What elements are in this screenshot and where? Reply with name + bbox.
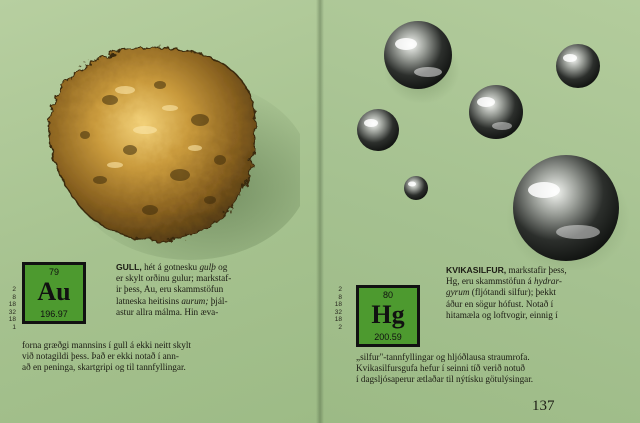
italic-term: gyrum xyxy=(446,287,470,298)
text-run: þjál- xyxy=(208,295,228,306)
text-line xyxy=(446,310,628,321)
text-run: og xyxy=(215,262,228,272)
text-line xyxy=(356,363,628,374)
element-box-inner xyxy=(25,265,83,321)
text-run: hitamæla og loftvogir, einnig í xyxy=(446,309,558,320)
mercury-electron-shells xyxy=(330,286,342,331)
text-run: „silfur"-tannfyllingar og hljóðlausa straumrofa. xyxy=(356,352,530,362)
shell-count: 8 xyxy=(12,293,16,301)
mercury-drop xyxy=(506,155,630,270)
text-line xyxy=(116,307,308,318)
text-run: Hg, eru skammstöfun á xyxy=(446,276,535,287)
atomic-weight: 196.97 xyxy=(40,309,68,319)
text-line xyxy=(116,284,308,295)
atomic-number: 79 xyxy=(48,267,59,277)
gold-electron-shells xyxy=(4,286,16,331)
shell-count: 32 xyxy=(8,308,16,316)
shell-count: 18 xyxy=(334,316,342,323)
italic-term: hydrar- xyxy=(534,276,562,287)
text-line xyxy=(446,299,628,310)
shell-count: 18 xyxy=(8,301,16,308)
mercury-droplets-photo xyxy=(330,10,630,270)
element-name: KVIKASILFUR, xyxy=(446,265,507,275)
text-line xyxy=(356,374,628,385)
text-line xyxy=(116,262,308,273)
element-symbol: Hg xyxy=(371,300,405,329)
shell-count: 8 xyxy=(338,293,342,301)
shell-count: 18 xyxy=(8,316,16,323)
italic-term: aurum; xyxy=(181,295,209,306)
text-line xyxy=(116,273,308,284)
text-run: (fljótandi silfur); þekkt xyxy=(469,287,556,298)
gold-description-right xyxy=(116,262,308,318)
gold-nugget-photo xyxy=(20,30,300,260)
text-line xyxy=(22,351,308,362)
text-line xyxy=(116,296,308,307)
page-gutter xyxy=(316,0,324,423)
mercury-description-right xyxy=(446,265,628,321)
shell-count: 32 xyxy=(334,308,342,316)
shell-count: 18 xyxy=(334,301,342,308)
text-run: er skylt orðinu gulur; markstaf- xyxy=(116,273,232,284)
shell-count: 2 xyxy=(12,286,16,293)
text-run: hét á gotnesku xyxy=(141,262,200,272)
text-line xyxy=(446,287,628,298)
text-line xyxy=(446,265,628,276)
text-run: astur allra málma. Hin æva- xyxy=(116,306,219,317)
mercury-drop xyxy=(469,85,523,139)
element-symbol: Au xyxy=(37,277,71,306)
text-run: latneska heitisins xyxy=(116,295,182,306)
mercury-element-box xyxy=(356,285,420,347)
text-line xyxy=(446,276,628,287)
page-number: 137 xyxy=(532,398,555,414)
text-line xyxy=(22,362,308,373)
mercury-drop xyxy=(384,21,460,104)
mercury-description-full xyxy=(356,352,628,386)
mercury-drop xyxy=(556,44,600,88)
gold-element-box xyxy=(22,262,86,324)
text-line xyxy=(356,352,628,363)
gold-description-full xyxy=(22,340,308,374)
shell-count: 2 xyxy=(338,323,342,331)
shell-count: 1 xyxy=(12,323,16,331)
text-run: við notagildi þess. Það er ekki notað í ann- xyxy=(22,351,179,362)
italic-term: gulþ xyxy=(199,262,216,272)
text-run: að en peninga, skartgripi og til tannfyllingar. xyxy=(22,362,186,373)
element-box-inner xyxy=(359,288,417,344)
text-run: áður en sögur hófust. Notað í xyxy=(446,298,554,309)
text-run: forna græðgi mannsins í gull á ekki neitt skylt xyxy=(22,340,191,350)
atomic-number: 80 xyxy=(382,290,393,300)
text-run: í dagsljósaperur ætlaðar til nýtísku götulýsingar. xyxy=(356,374,534,385)
text-run: Kvikasilfursgufa hefur í seinni tíð verið notuð xyxy=(356,363,525,374)
atomic-weight: 200.59 xyxy=(374,332,402,342)
text-run: ir þess, Au, eru skammstöfun xyxy=(116,284,224,295)
text-line xyxy=(22,340,308,351)
mercury-drop xyxy=(357,109,399,151)
element-name: GULL, xyxy=(116,262,142,272)
mercury-drop xyxy=(404,176,428,200)
shell-count: 2 xyxy=(338,286,342,293)
text-run: markstafir þess, xyxy=(506,265,567,275)
